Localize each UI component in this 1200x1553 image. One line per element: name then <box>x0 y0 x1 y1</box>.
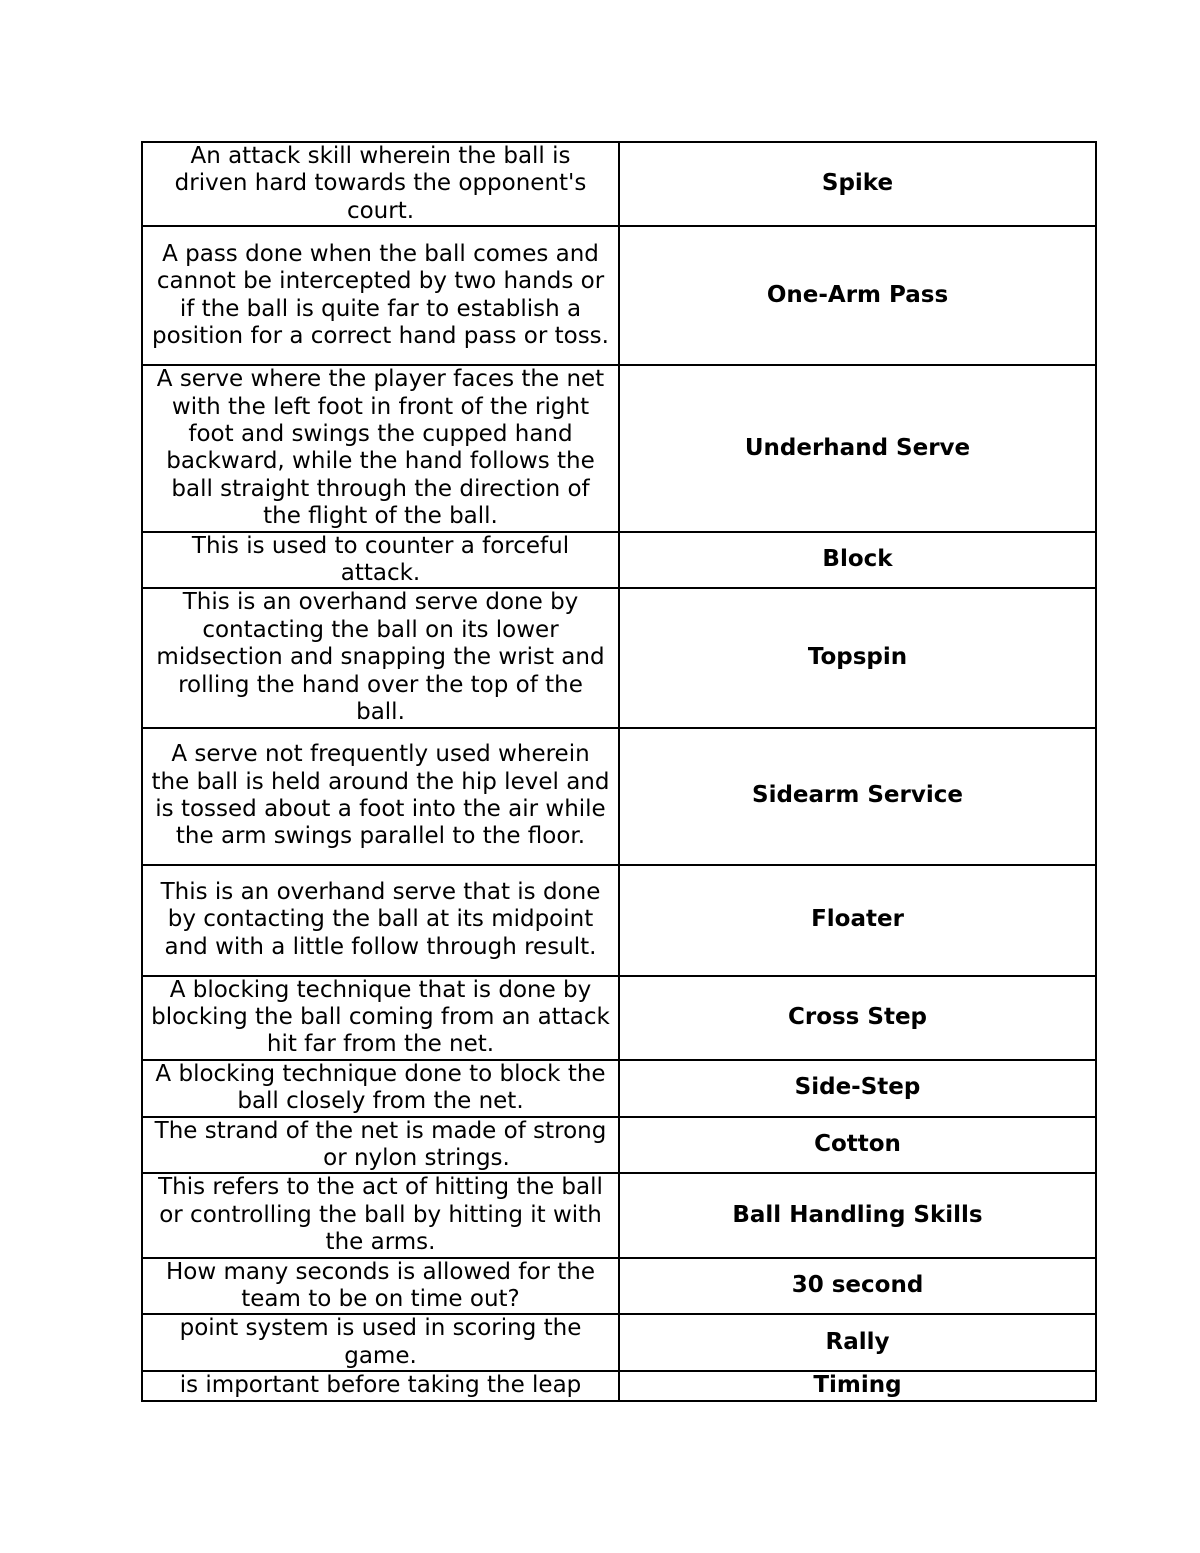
table-row <box>142 865 1096 976</box>
answer-cell: One-Arm Pass <box>619 226 1096 365</box>
answer-cell: Spike <box>619 142 1096 226</box>
question-cell: A serve not frequently used wherein the ball is held around the hip level and is tossed about a foot into the air while the arm swings parallel to the floor. <box>142 728 619 865</box>
table-row <box>142 365 1096 531</box>
table-row <box>142 142 1096 226</box>
table-row <box>142 1060 1096 1117</box>
question-cell: This is an overhand serve that is done by contacting the ball at its midpoint and with a little follow through result. <box>142 865 619 976</box>
table-row <box>142 976 1096 1060</box>
answer-cell: Topspin <box>619 588 1096 727</box>
question-cell: An attack skill wherein the ball is driven hard towards the opponent's court. <box>142 142 619 226</box>
question-cell: point system is used in scoring the game. <box>142 1314 619 1371</box>
table-row <box>142 226 1096 365</box>
table-row <box>142 532 1096 589</box>
answer-cell: Timing <box>619 1371 1096 1400</box>
answer-cell: Block <box>619 532 1096 589</box>
question-cell: A blocking technique done to block the ball closely from the net. <box>142 1060 619 1117</box>
question-cell: A pass done when the ball comes and cannot be intercepted by two hands or if the ball is quite far to establish a position for a correct hand pass or toss. <box>142 226 619 365</box>
answer-cell: Side-Step <box>619 1060 1096 1117</box>
question-cell: This is used to counter a forceful attack. <box>142 532 619 589</box>
question-text-after-blank: or nylon strings. <box>323 1144 510 1171</box>
question-cell: A blocking technique that is done by blocking the ball coming from an attack hit far from the net. <box>142 976 619 1060</box>
question-cell: is important before taking the leap <box>142 1371 619 1400</box>
answer-cell: Cotton <box>619 1117 1096 1174</box>
answer-cell: Sidearm Service <box>619 728 1096 865</box>
table-row <box>142 1371 1096 1400</box>
question-cell: A serve where the player faces the net with the left foot in front of the right foot and swings the cupped hand backward, while the hand follows the ball straight through the direction of the flight of the ball. <box>142 365 619 531</box>
question-text-before-blank: The strand of the net is made of strong <box>154 1117 607 1144</box>
question-cell: This is an overhand serve done by contacting the ball on its lower midsection and snapping the wrist and rolling the hand over the top of the ball. <box>142 588 619 727</box>
answer-cell: Floater <box>619 865 1096 976</box>
quiz-table <box>141 141 1097 1402</box>
answer-cell: Cross Step <box>619 976 1096 1060</box>
question-cell <box>142 1117 619 1174</box>
table-row <box>142 1117 1096 1174</box>
answer-cell: Underhand Serve <box>619 365 1096 531</box>
table-row <box>142 588 1096 727</box>
table-row <box>142 728 1096 865</box>
question-cell: This refers to the act of hitting the ball or controlling the ball by hitting it with the arms. <box>142 1173 619 1257</box>
table-row <box>142 1258 1096 1315</box>
table-row <box>142 1314 1096 1371</box>
answer-cell: Ball Handling Skills <box>619 1173 1096 1257</box>
question-cell: How many seconds is allowed for the team to be on time out? <box>142 1258 619 1315</box>
table-row <box>142 1173 1096 1257</box>
answer-cell: Rally <box>619 1314 1096 1371</box>
answer-cell: 30 second <box>619 1258 1096 1315</box>
